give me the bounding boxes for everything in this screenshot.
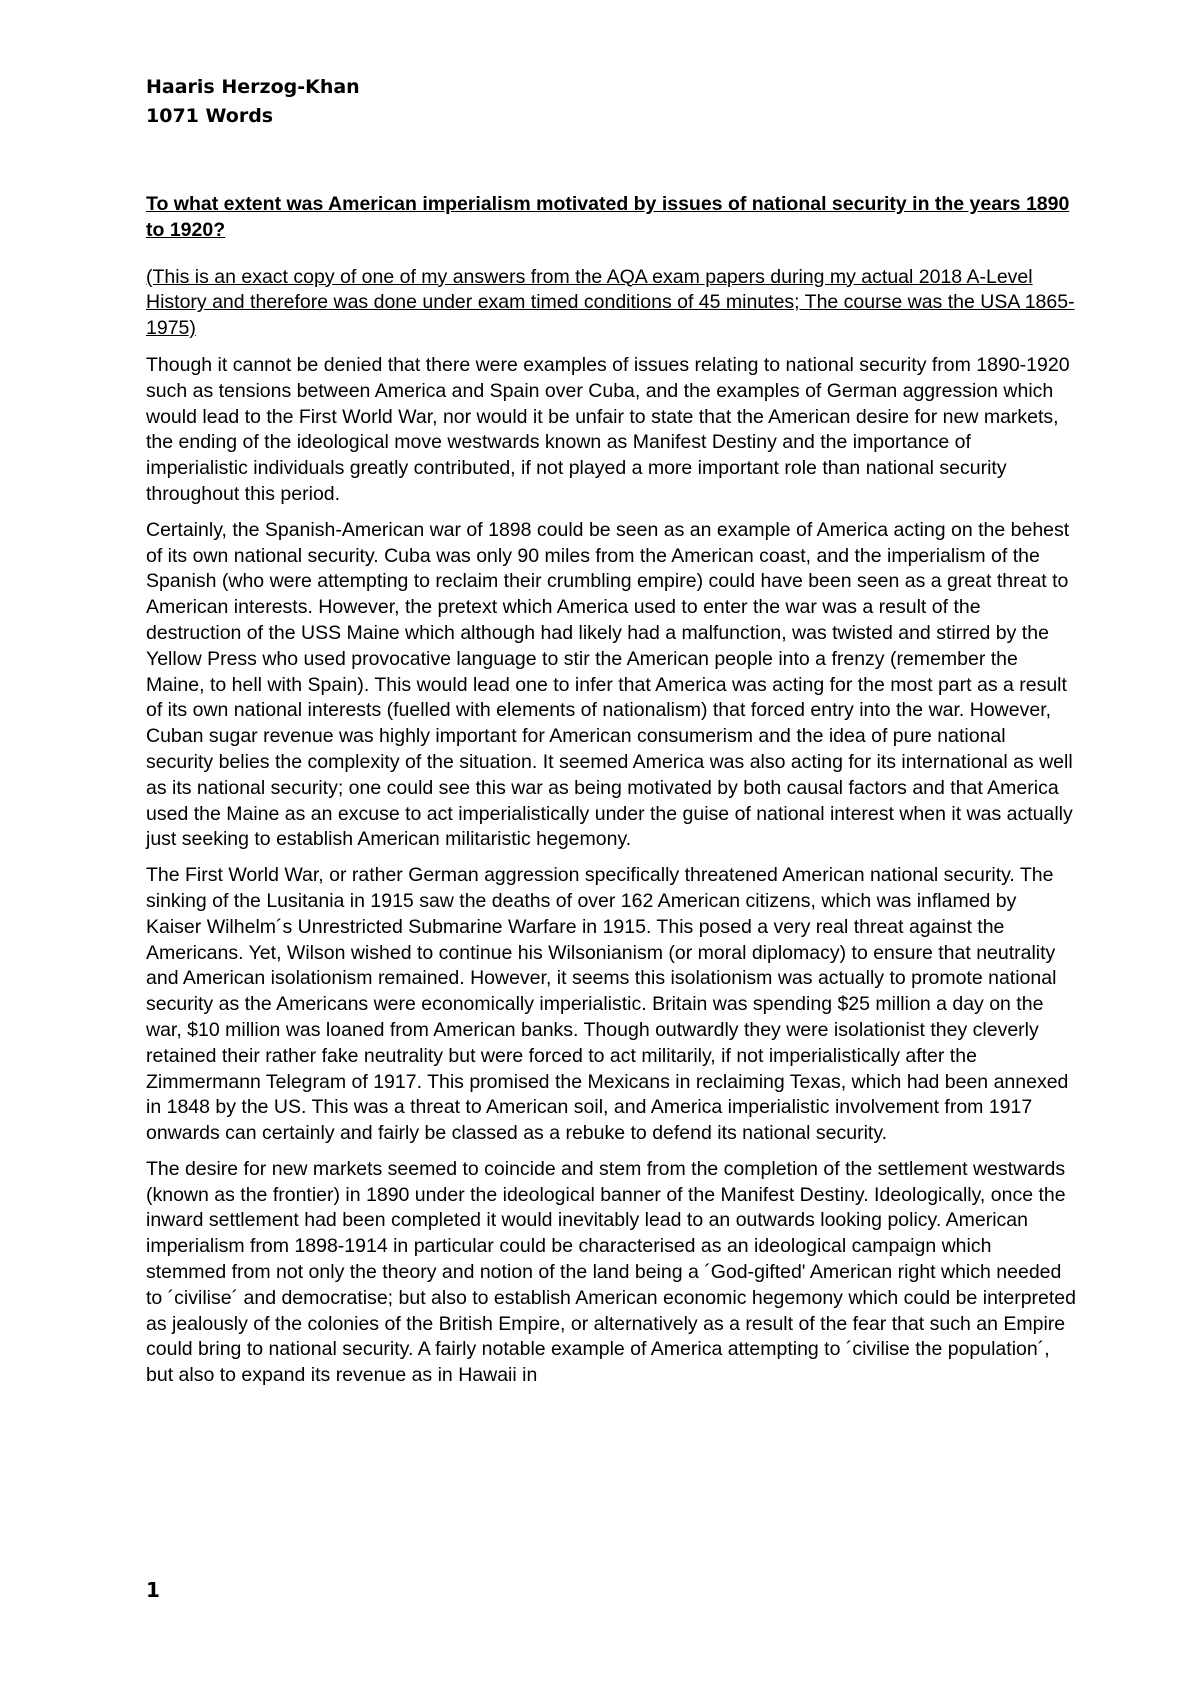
author-name: Haaris Herzog-Khan <box>146 76 360 98</box>
essay-body <box>146 192 1076 1399</box>
paragraph-first-world-war: The First World War, or rather German aggression specifically threatened American national security. The sinking of the Lusitania in 1915 saw the deaths of over 162 American citizens, which was inflamed by Kaiser Wilhelm´s Unrestricted Submarine Warfare in 1915. This posed a very real threat against the Americans. Yet, Wilson wished to continue his Wilsonianism (or moral diplomacy) to ensure that neutrality and American isolationism remained. However, it seems this isolationism was actually to promote national security as the Americans were economically imperialistic. Britain was spending $25 million a day on the war, $10 million was loaned from American banks. Though outwardly they were isolationist they cleverly retained their rather fake neutrality but were forced to act militarily, if not imperialistically after the Zimmermann Telegram of 1917. This promised the Mexicans in reclaiming Texas, which had been annexed in 1848 by the US. This was a threat to American soil, and America imperialistic involvement from 1917 onwards can certainly and fairly be classed as a rebuke to defend its national security. <box>146 864 1069 1145</box>
essay-title: To what extent was American imperialism motivated by issues of national security in the years 1890 to 1920? <box>146 193 1070 241</box>
page-number: 1 <box>146 1578 160 1602</box>
document-header <box>146 73 360 131</box>
paragraph-spanish-american-war: Certainly, the Spanish-American war of 1898 could be seen as an example of America acting on the behest of its own national security. Cuba was only 90 miles from the American coast, and the imperialism of the Spanish (who were attempting to reclaim their crumbling empire) could have been seen as a great threat to American interests. However, the pretext which America used to enter the war was a result of the destruction of the USS Maine which although had likely had a malfunction, was twisted and stirred by the Yellow Press who used provocative language to stir the American people into a frenzy (remember the Maine, to hell with Spain). This would lead one to infer that America was acting for the most part as a result of its own national interests (fuelled with elements of nationalism) that forced entry into the war. However, Cuban sugar revenue was highly important for American consumerism and the idea of pure national security belies the complexity of the situation. It seemed America was also acting for its international as well as its national security; one could see this war as being motivated by both causal factors and that America used the Maine as an excuse to act imperialistically under the guise of national interest when it was actually just seeking to establish American militaristic hegemony. <box>146 518 1073 851</box>
exam-note: (This is an exact copy of one of my answers from the AQA exam papers during my actual 2018 A-Level History and therefore was done under exam timed conditions of 45 minutes; The course was the USA 1865-1975) <box>146 265 1075 340</box>
word-count: 1071 Words <box>146 105 274 127</box>
paragraph-intro: Though it cannot be denied that there were examples of issues relating to national security from 1890-1920 such as tensions between America and Spain over Cuba, and the examples of German aggression which would lead to the First World War, nor would it be unfair to state that the American desire for new markets, the ending of the ideological move westwards known as Manifest Destiny and the importance of imperialistic individuals greatly contributed, if not played a more important role than national security throughout this period. <box>146 353 1070 505</box>
paragraph-new-markets: The desire for new markets seemed to coincide and stem from the completion of the settlement westwards (known as the frontier) in 1890 under the ideological banner of the Manifest Destiny. Ideologically, once the inward settlement had been completed it would inevitably lead to an outwards looking policy. American imperialism from 1898-1914 in particular could be characterised as an ideological campaign which stemmed from not only the theory and notion of the land being a ´God-gifted' American right which needed to ´civilise´ and democratise; but also to establish American economic hegemony which could be interpreted as jealously of the colonies of the British Empire, or alternatively as a result of the fear that such an Empire could bring to national security. A fairly notable example of America attempting to ´civilise the population´, but also to expand its revenue as in Hawaii in <box>146 1157 1076 1387</box>
